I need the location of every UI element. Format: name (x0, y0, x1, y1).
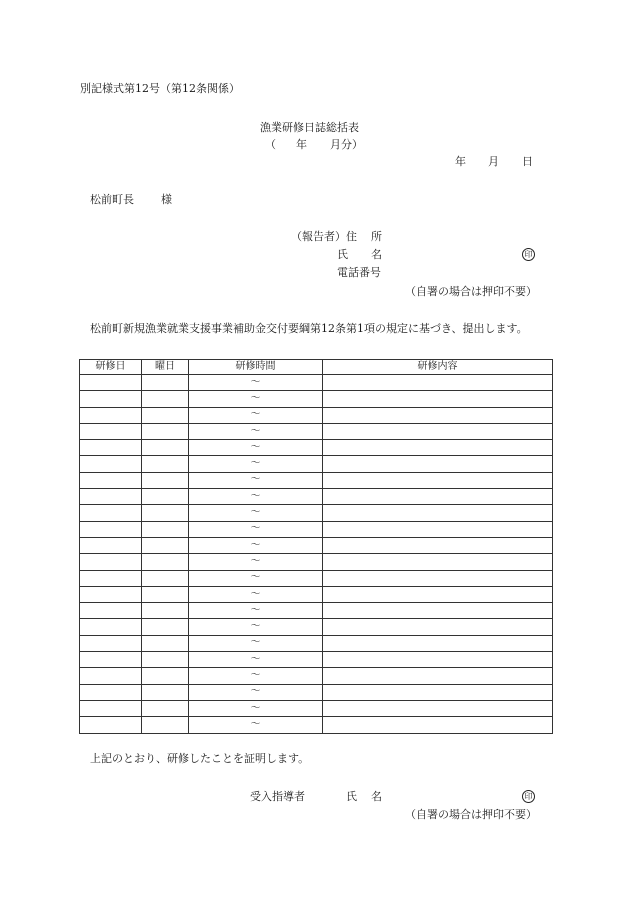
cell-training-hours[interactable] (189, 456, 323, 472)
cell-training-content[interactable] (323, 423, 553, 439)
cell-training-date[interactable] (80, 456, 142, 472)
table-row (80, 440, 553, 456)
header-weekday: 曜日 (142, 360, 189, 375)
cell-training-date[interactable] (80, 668, 142, 684)
cell-weekday[interactable] (142, 652, 189, 668)
table-row (80, 586, 553, 602)
time-range-separator: ～ (250, 653, 261, 665)
cell-training-hours[interactable] (189, 375, 323, 391)
time-range-separator: ～ (250, 523, 261, 535)
document-title: 漁業研修日誌総括表 (260, 121, 359, 134)
table-row (80, 489, 553, 505)
certification-statement: 上記のとおり、研修したことを証明します。 (90, 752, 310, 765)
table-row (80, 375, 553, 391)
supervisor-seal-mark: 印 (522, 790, 535, 803)
time-range-separator: ～ (250, 604, 261, 616)
cell-training-content[interactable] (323, 570, 553, 586)
table-row (80, 407, 553, 423)
time-range-separator: ～ (250, 441, 261, 453)
cell-training-hours[interactable] (189, 391, 323, 407)
table-body (80, 375, 553, 734)
cell-weekday[interactable] (142, 505, 189, 521)
table-row (80, 603, 553, 619)
table-row (80, 456, 553, 472)
time-range-separator: ～ (250, 376, 261, 388)
time-range-separator: ～ (250, 507, 261, 519)
cell-training-date[interactable] (80, 391, 142, 407)
cell-training-date[interactable] (80, 521, 142, 537)
cell-training-content[interactable] (323, 440, 553, 456)
table-row (80, 570, 553, 586)
cell-training-hours[interactable] (189, 603, 323, 619)
table-row (80, 391, 553, 407)
cell-training-content[interactable] (323, 586, 553, 602)
time-range-separator: ～ (250, 474, 261, 486)
cell-weekday[interactable] (142, 521, 189, 537)
table-row (80, 554, 553, 570)
header-training-content: 研修内容 (323, 360, 553, 375)
time-range-separator: ～ (250, 637, 261, 649)
cell-training-hours[interactable] (189, 407, 323, 423)
cell-training-date[interactable] (80, 423, 142, 439)
header-training-date: 研修日 (80, 360, 142, 375)
cell-training-hours[interactable] (189, 537, 323, 553)
cell-training-content[interactable] (323, 652, 553, 668)
time-range-separator: ～ (250, 458, 261, 470)
table-row (80, 635, 553, 651)
time-range-separator: ～ (250, 392, 261, 404)
cell-training-content[interactable] (323, 554, 553, 570)
reporter-seal-note: （自署の場合は押印不要） (405, 285, 537, 298)
cell-training-content[interactable] (323, 472, 553, 488)
cell-training-hours[interactable] (189, 521, 323, 537)
submission-statement: 松前町新規漁業就業支援事業補助金交付要綱第12条第1項の規定に基づき、提出します。 (90, 322, 528, 335)
time-range-separator: ～ (250, 718, 261, 730)
cell-training-date[interactable] (80, 684, 142, 700)
cell-training-hours[interactable] (189, 440, 323, 456)
cell-training-date[interactable] (80, 652, 142, 668)
cell-weekday[interactable] (142, 586, 189, 602)
cell-training-date[interactable] (80, 489, 142, 505)
cell-training-hours[interactable] (189, 717, 323, 733)
time-range-separator: ～ (250, 539, 261, 551)
cell-weekday[interactable] (142, 391, 189, 407)
cell-training-content[interactable] (323, 521, 553, 537)
form-number: 別記様式第12号（第12条関係） (80, 82, 240, 95)
reporter-name-label: 氏 (337, 248, 348, 261)
cell-training-date[interactable] (80, 570, 142, 586)
cell-training-content[interactable] (323, 391, 553, 407)
time-range-separator: ～ (250, 702, 261, 714)
training-log-table (79, 359, 553, 734)
cell-training-date[interactable] (80, 603, 142, 619)
cell-training-content[interactable] (323, 619, 553, 635)
cell-training-hours[interactable] (189, 423, 323, 439)
cell-training-hours[interactable] (189, 619, 323, 635)
cell-training-date[interactable] (80, 717, 142, 733)
cell-weekday[interactable] (142, 537, 189, 553)
cell-training-hours[interactable] (189, 505, 323, 521)
cell-training-date[interactable] (80, 472, 142, 488)
cell-training-hours[interactable] (189, 668, 323, 684)
cell-training-hours[interactable] (189, 554, 323, 570)
cell-training-content[interactable] (323, 700, 553, 716)
table-row (80, 717, 553, 733)
cell-training-date[interactable] (80, 440, 142, 456)
table-row (80, 668, 553, 684)
header-training-hours: 研修時間 (189, 360, 323, 375)
cell-training-content[interactable] (323, 407, 553, 423)
cell-training-content[interactable] (323, 456, 553, 472)
cell-training-date[interactable] (80, 635, 142, 651)
supervisor-name-label: 氏 (346, 790, 357, 803)
cell-training-hours[interactable] (189, 684, 323, 700)
cell-training-content[interactable] (323, 489, 553, 505)
reporter-address-label: （報告者）住 (291, 230, 357, 243)
cell-training-content[interactable] (323, 603, 553, 619)
cell-training-content[interactable] (323, 635, 553, 651)
table-row (80, 472, 553, 488)
time-range-separator: ～ (250, 588, 261, 600)
reporter-seal-mark: 印 (522, 248, 535, 261)
table-row (80, 700, 553, 716)
table-row (80, 505, 553, 521)
cell-weekday[interactable] (142, 603, 189, 619)
table-row (80, 537, 553, 553)
cell-weekday[interactable] (142, 423, 189, 439)
cell-weekday[interactable] (142, 717, 189, 733)
cell-weekday[interactable] (142, 489, 189, 505)
cell-training-date[interactable] (80, 375, 142, 391)
table-row (80, 652, 553, 668)
cell-training-content[interactable] (323, 505, 553, 521)
table-row (80, 521, 553, 537)
cell-weekday[interactable] (142, 684, 189, 700)
cell-training-content[interactable] (323, 717, 553, 733)
cell-weekday[interactable] (142, 554, 189, 570)
cell-weekday[interactable] (142, 472, 189, 488)
cell-training-hours[interactable] (189, 489, 323, 505)
table-header-row (80, 360, 553, 375)
table-row (80, 684, 553, 700)
cell-weekday[interactable] (142, 570, 189, 586)
cell-training-hours[interactable] (189, 652, 323, 668)
time-range-separator: ～ (250, 490, 261, 502)
cell-weekday[interactable] (142, 668, 189, 684)
time-range-separator: ～ (250, 572, 261, 584)
cell-training-content[interactable] (323, 668, 553, 684)
supervisor-seal-note: （自署の場合は押印不要） (405, 808, 537, 821)
time-range-separator: ～ (250, 686, 261, 698)
cell-weekday[interactable] (142, 456, 189, 472)
table-row (80, 423, 553, 439)
cell-training-date[interactable] (80, 537, 142, 553)
cell-weekday[interactable] (142, 407, 189, 423)
cell-weekday[interactable] (142, 375, 189, 391)
reporter-phone-label: 電話番号 (337, 266, 381, 279)
cell-training-hours[interactable] (189, 472, 323, 488)
cell-training-content[interactable] (323, 375, 553, 391)
cell-weekday[interactable] (142, 700, 189, 716)
cell-training-hours[interactable] (189, 586, 323, 602)
cell-training-hours[interactable] (189, 635, 323, 651)
cell-training-hours[interactable] (189, 700, 323, 716)
cell-training-date[interactable] (80, 700, 142, 716)
cell-training-date[interactable] (80, 619, 142, 635)
cell-weekday[interactable] (142, 440, 189, 456)
cell-weekday[interactable] (142, 635, 189, 651)
time-range-separator: ～ (250, 621, 261, 633)
cell-training-date[interactable] (80, 407, 142, 423)
supervisor-label: 受入指導者 (250, 790, 305, 803)
table-row (80, 619, 553, 635)
time-range-separator: ～ (250, 669, 261, 681)
cell-training-content[interactable] (323, 537, 553, 553)
cell-training-content[interactable] (323, 684, 553, 700)
cell-training-date[interactable] (80, 505, 142, 521)
time-range-separator: ～ (250, 425, 261, 437)
cell-training-date[interactable] (80, 586, 142, 602)
cell-weekday[interactable] (142, 619, 189, 635)
cell-training-date[interactable] (80, 554, 142, 570)
cell-training-hours[interactable] (189, 570, 323, 586)
time-range-separator: ～ (250, 409, 261, 421)
time-range-separator: ～ (250, 555, 261, 567)
